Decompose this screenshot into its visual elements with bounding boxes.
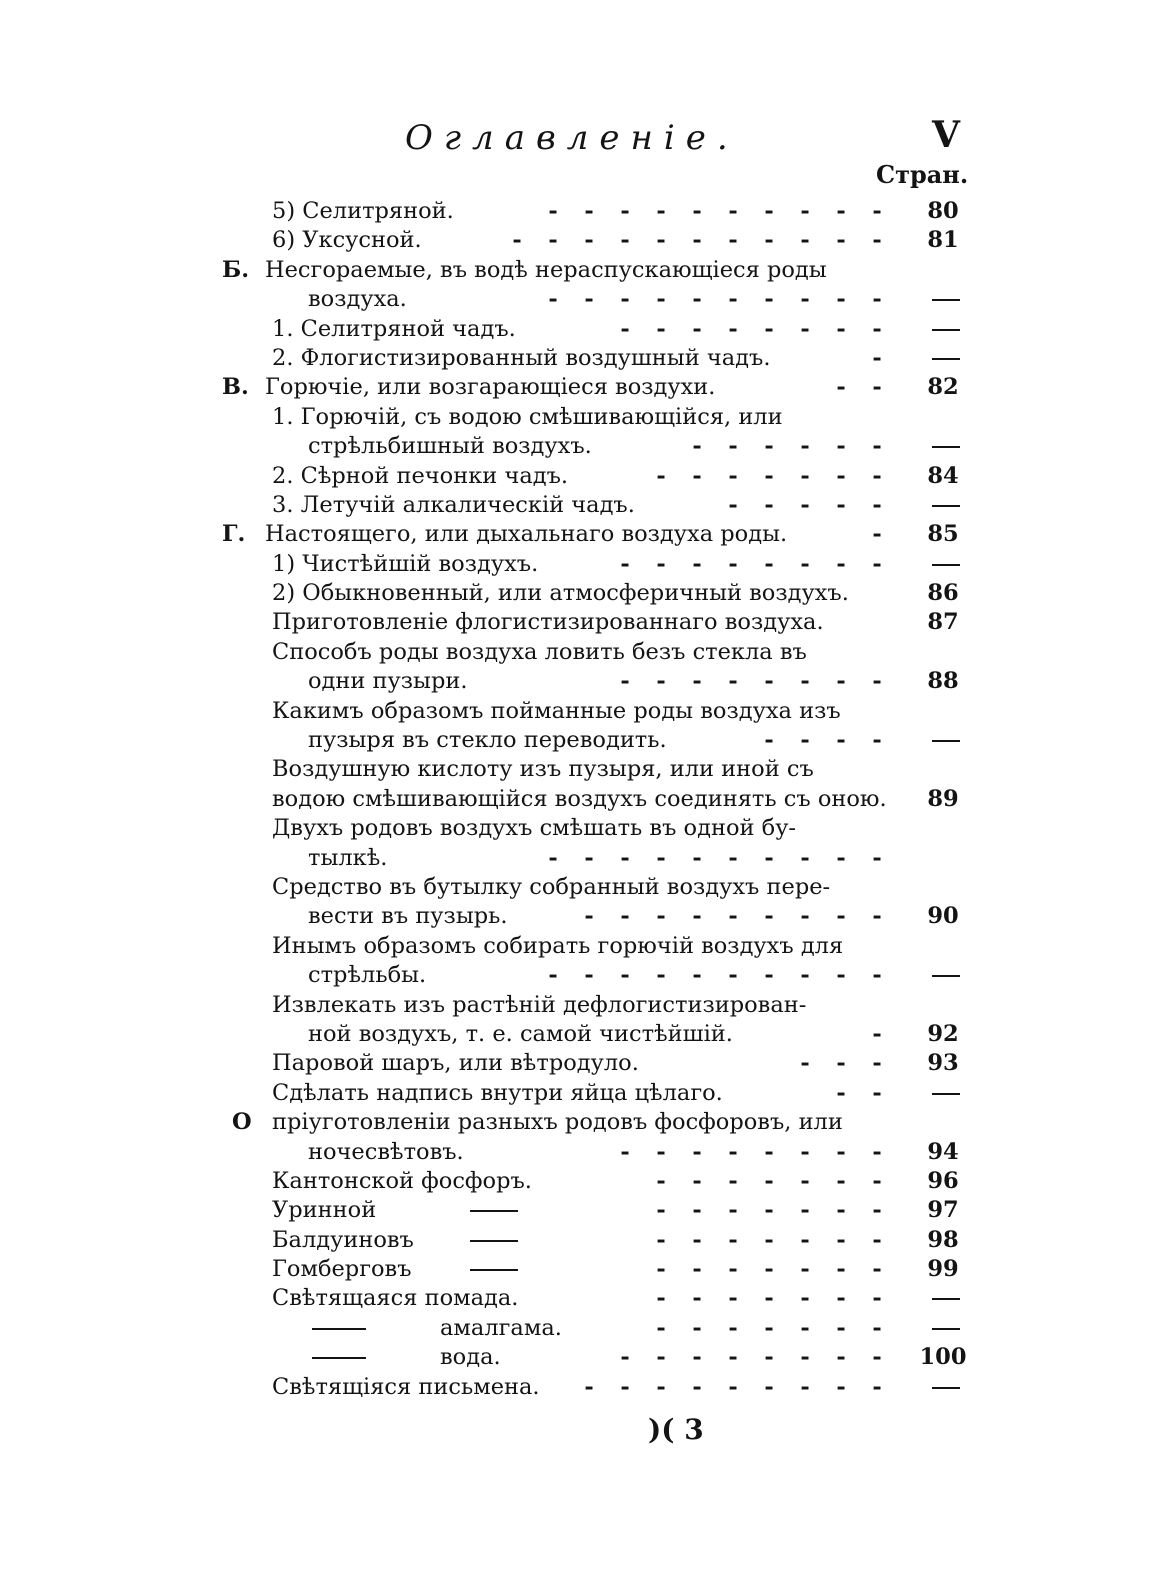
- toc-entry-text: [272, 344, 770, 373]
- toc-entry-text: [308, 1138, 464, 1167]
- dot-leader: - - - - - - -: [656, 1226, 882, 1253]
- toc-entry: [0, 462, 1163, 491]
- toc-page-ditto: [932, 1298, 960, 1300]
- toc-entry-label: стрѣльбы.: [308, 962, 427, 989]
- toc-entry-text: [308, 844, 387, 873]
- toc-entry-label: 1. Горючій, съ водою смѣшивающійся, или: [272, 403, 783, 430]
- dot-leader: - - - - - - - - -: [584, 903, 882, 930]
- toc-page-number: 81: [927, 227, 959, 254]
- dot-leader: -: [872, 344, 882, 371]
- toc-page-ditto: [932, 329, 960, 331]
- dot-leader: - - - - - - - - - -: [548, 286, 882, 313]
- toc-page-number: 99: [927, 1256, 959, 1283]
- toc-page-ditto: [932, 1093, 960, 1095]
- toc-entry-text: [272, 932, 843, 961]
- toc-entry-text: [272, 462, 568, 491]
- toc-page-number: 88: [927, 668, 959, 695]
- toc-page-ditto: [932, 358, 960, 360]
- toc-entry: [0, 344, 1163, 373]
- toc-entry-text: [265, 256, 827, 285]
- toc-entry-label: вести въ пузырь.: [308, 903, 508, 930]
- toc-section-marker: О: [232, 1109, 252, 1136]
- toc-entry-label: 1. Селитряной чадъ.: [272, 315, 516, 342]
- signature-mark: )( 3: [648, 1413, 704, 1446]
- dot-leader: - - -: [800, 1050, 882, 1077]
- toc-entry: [0, 1284, 1163, 1313]
- toc-entry: [0, 226, 1163, 255]
- toc-entry: [0, 726, 1163, 755]
- toc-page-number: 82: [927, 374, 959, 401]
- toc-entry: [0, 520, 1163, 549]
- toc-entry-text: [272, 814, 796, 843]
- toc-entry-label: стрѣльбишный воздухъ.: [308, 433, 592, 460]
- toc-entry: [0, 1079, 1163, 1108]
- dot-leader: - - - - - - - -: [620, 1138, 882, 1165]
- toc-entry-label: ной воздухъ, т. е. самой чистѣйшій.: [308, 1020, 733, 1047]
- toc-entry-label: Свѣтящаяся помада.: [272, 1285, 519, 1312]
- toc-entry-label: Какимъ образомъ пойманные роды воздуха изъ: [272, 697, 841, 724]
- toc-entry-label: Инымъ образомъ собирать горючій воздухъ для: [272, 932, 844, 959]
- toc-entry: [0, 902, 1163, 931]
- dot-leader: - - - - - - -: [656, 462, 882, 489]
- toc-entry-text: [272, 1196, 376, 1225]
- toc-entry-label: Гомберговъ: [272, 1256, 412, 1283]
- ditto-dash: [470, 1210, 518, 1212]
- toc-page-number: 93: [927, 1050, 959, 1077]
- toc-page-number: 96: [927, 1167, 959, 1194]
- toc-entry: [0, 1343, 1163, 1372]
- ditto-dash: [470, 1269, 518, 1271]
- toc-page-ditto: [932, 299, 960, 301]
- toc-page-number: 89: [927, 785, 959, 812]
- toc-entry-label: Воздушную кислоту изъ пузыря, или иной съ: [272, 756, 814, 783]
- toc-entry-text: [308, 285, 407, 314]
- toc-entry: [0, 491, 1163, 520]
- toc-entry-text: [272, 1373, 540, 1402]
- toc-entry: [0, 373, 1163, 402]
- toc-entry-label: вода.: [440, 1344, 501, 1371]
- toc-entry-text: [272, 550, 538, 579]
- dot-leader: - - - - - - -: [656, 1285, 882, 1312]
- toc-entry-text: [272, 991, 806, 1020]
- toc-entry-label: Балдуиновъ: [272, 1226, 414, 1253]
- toc-entry: [0, 432, 1163, 461]
- toc-entry: [0, 608, 1163, 637]
- toc-entry: [0, 1108, 1163, 1137]
- toc-entry: [0, 1314, 1163, 1343]
- toc-entry-text: [272, 403, 783, 432]
- toc-entry-text: [272, 491, 635, 520]
- toc-entry-label: Способъ роды воздуха ловить безъ стекла въ: [272, 638, 807, 665]
- toc-entry: [0, 697, 1163, 726]
- toc-entry-text: [272, 638, 807, 667]
- toc-entry: [0, 403, 1163, 432]
- toc-entry-text: [272, 226, 422, 255]
- toc-entry-text: [272, 608, 824, 637]
- toc-page-number: 86: [927, 580, 959, 607]
- toc-entry-text: [265, 520, 787, 549]
- toc-entry: [0, 256, 1163, 285]
- toc-entry: [0, 579, 1163, 608]
- toc-entry: [0, 550, 1163, 579]
- dot-leader: - - - - - - - -: [620, 1344, 882, 1371]
- toc-entry-text: [440, 1343, 501, 1372]
- toc-entry-label: одни пузыри.: [308, 668, 468, 695]
- toc-entry: [0, 1138, 1163, 1167]
- toc-page-number: 94: [927, 1138, 959, 1165]
- toc-entry-text: [272, 1226, 414, 1255]
- toc-entry-label: Сдѣлать надпись внутри яйца цѣлаго.: [272, 1079, 723, 1106]
- toc-entry-label: тылкѣ.: [308, 844, 388, 871]
- toc-page-number: 84: [927, 462, 959, 489]
- dot-leader: - - - -: [764, 727, 882, 754]
- toc-entry-label: 1) Чистѣйшій воздухъ.: [272, 550, 539, 577]
- page-title: Оглавленіе.: [405, 118, 739, 158]
- toc-entry-label: пріуготовленіи разныхъ родовъ фосфоровъ, или: [272, 1109, 843, 1136]
- toc-entry-text: [272, 1049, 639, 1078]
- toc-entry-label: Несгораемые, въ водѣ нераспускающіеся роды: [265, 256, 827, 283]
- dot-leader: - - - - - - - - - -: [548, 962, 882, 989]
- toc-entry-label: 2. Флогистизированный воздушный чадъ.: [272, 344, 771, 371]
- toc-page-number: 90: [927, 903, 959, 930]
- toc-page-number: 100: [919, 1344, 967, 1371]
- toc-entry-text: [308, 667, 468, 696]
- toc-entry-text: [308, 726, 667, 755]
- toc-page-ditto: [932, 740, 960, 742]
- toc-entry: [0, 1255, 1163, 1284]
- toc-entry: [0, 1020, 1163, 1049]
- dot-leader: - - - - - - -: [656, 1167, 882, 1194]
- table-of-contents: [0, 197, 1163, 1402]
- dot-leader: - - - - - - - -: [620, 668, 882, 695]
- toc-entry-text: [440, 1314, 562, 1343]
- toc-entry-label: 6) Уксусной.: [272, 227, 422, 254]
- page-column-label: Стран.: [876, 160, 969, 189]
- toc-entry-label: воздуха.: [308, 286, 407, 313]
- dot-leader: - -: [836, 374, 882, 401]
- toc-entry-text: [272, 315, 516, 344]
- toc-page-ditto: [932, 1387, 960, 1389]
- page-roman-numeral: V: [932, 114, 960, 156]
- toc-entry: [0, 1167, 1163, 1196]
- toc-entry: [0, 197, 1163, 226]
- toc-entry: [0, 1373, 1163, 1402]
- toc-entry-text: [272, 1284, 518, 1313]
- dot-leader: -: [872, 1020, 882, 1047]
- dot-leader: - - - - -: [728, 491, 882, 518]
- dot-leader: - - - - - - - - - -: [548, 198, 882, 224]
- ditto-dash: [470, 1240, 518, 1242]
- toc-entry: [0, 814, 1163, 843]
- toc-entry: [0, 844, 1163, 873]
- dot-leader: - - - - - -: [692, 433, 882, 460]
- toc-entry: [0, 315, 1163, 344]
- toc-section-marker: Б.: [222, 256, 250, 283]
- toc-page-number: 85: [927, 521, 959, 548]
- toc-entry-text: [272, 785, 887, 814]
- dot-leader: - - - - - - - - -: [584, 1373, 882, 1400]
- toc-entry-text: [272, 755, 814, 784]
- toc-entry-text: [308, 1020, 733, 1049]
- toc-entry-label: 2) Обыкновенный, или атмосферичный воздухъ.: [272, 580, 849, 607]
- toc-page-ditto: [932, 564, 960, 566]
- toc-entry-text: [272, 697, 841, 726]
- toc-entry-text: [308, 961, 426, 990]
- toc-entry-label: Средство въ бутылку собранный воздухъ пере-: [272, 873, 831, 900]
- toc-entry-label: Приготовленіе флогистизированнаго воздуха.: [272, 609, 824, 636]
- toc-section-marker: В.: [222, 374, 249, 401]
- dot-leader: - - - - - - - -: [620, 550, 882, 577]
- toc-entry-text: [272, 873, 830, 902]
- toc-entry: [0, 638, 1163, 667]
- toc-entry-label: пузыря въ стекло переводить.: [308, 727, 667, 754]
- toc-page-ditto: [932, 446, 960, 448]
- toc-entry: [0, 873, 1163, 902]
- toc-entry: [0, 991, 1163, 1020]
- toc-entry-label: амалгама.: [440, 1314, 562, 1341]
- toc-entry: [0, 1049, 1163, 1078]
- toc-section-marker: Г.: [222, 521, 246, 548]
- toc-entry-label: 2. Сѣрной печонки чадъ.: [272, 462, 569, 489]
- toc-entry: [0, 667, 1163, 696]
- toc-entry-label: 3. Летучій алкалическій чадъ.: [272, 491, 635, 518]
- toc-entry-label: 5) Селитряной.: [272, 198, 454, 224]
- toc-entry: [0, 755, 1163, 784]
- dot-leader: -: [872, 521, 882, 548]
- toc-entry-text: [308, 432, 592, 461]
- toc-entry: [0, 961, 1163, 990]
- toc-entry: [0, 785, 1163, 814]
- dot-leader: - - - - - - - - - - -: [512, 227, 882, 254]
- dot-leader: - - - - - - -: [656, 1197, 882, 1224]
- toc-entry-text: [265, 373, 715, 402]
- ditto-dash: [312, 1328, 366, 1330]
- toc-page-number: 80: [927, 198, 959, 224]
- toc-page-ditto: [932, 505, 960, 507]
- toc-entry-text: [272, 1255, 412, 1284]
- toc-entry-text: [272, 1079, 723, 1108]
- toc-entry-text: [272, 197, 454, 226]
- ditto-dash: [312, 1357, 366, 1359]
- toc-entry-label: Извлекать изъ растѣній дефлогистизирован-: [272, 991, 807, 1018]
- toc-entry: [0, 1226, 1163, 1255]
- toc-entry: [0, 1196, 1163, 1225]
- toc-entry-label: Горючіе, или возгарающіеся воздухи.: [265, 374, 716, 401]
- toc-entry: [0, 932, 1163, 961]
- toc-entry-label: Паровой шаръ, или вѣтродуло.: [272, 1050, 639, 1077]
- toc-page-ditto: [932, 1328, 960, 1330]
- dot-leader: - - - - - - - -: [620, 315, 882, 342]
- toc-page-ditto: [932, 975, 960, 977]
- dot-leader: - - - - - - -: [656, 1314, 882, 1341]
- toc-page-number: 92: [927, 1020, 959, 1047]
- toc-entry-label: Кантонской фосфоръ.: [272, 1167, 532, 1194]
- toc-entry-text: [272, 1108, 843, 1137]
- toc-entry-text: [308, 902, 508, 931]
- toc-entry-label: Уринной: [272, 1197, 377, 1224]
- toc-page-number: 97: [927, 1197, 959, 1224]
- toc-entry: [0, 285, 1163, 314]
- dot-leader: - -: [836, 1079, 882, 1106]
- toc-entry-label: Настоящего, или дыхальнаго воздуха роды.: [265, 521, 788, 548]
- toc-entry-label: ночесвѣтовъ.: [308, 1138, 464, 1165]
- toc-entry-label: Свѣтящіяся письмена.: [272, 1373, 540, 1400]
- toc-page-number: 87: [927, 609, 959, 636]
- dot-leader: - - - - - - -: [656, 1256, 882, 1283]
- toc-entry-text: [272, 1167, 532, 1196]
- dot-leader: - - - - - - - - - -: [548, 844, 882, 871]
- toc-entry-label: водою смѣшивающійся воздухъ соединять съ оною.: [272, 785, 887, 812]
- toc-entry-text: [272, 579, 849, 608]
- toc-entry-label: Двухъ родовъ воздухъ смѣшать въ одной бу-: [272, 815, 797, 842]
- toc-page-number: 98: [927, 1226, 959, 1253]
